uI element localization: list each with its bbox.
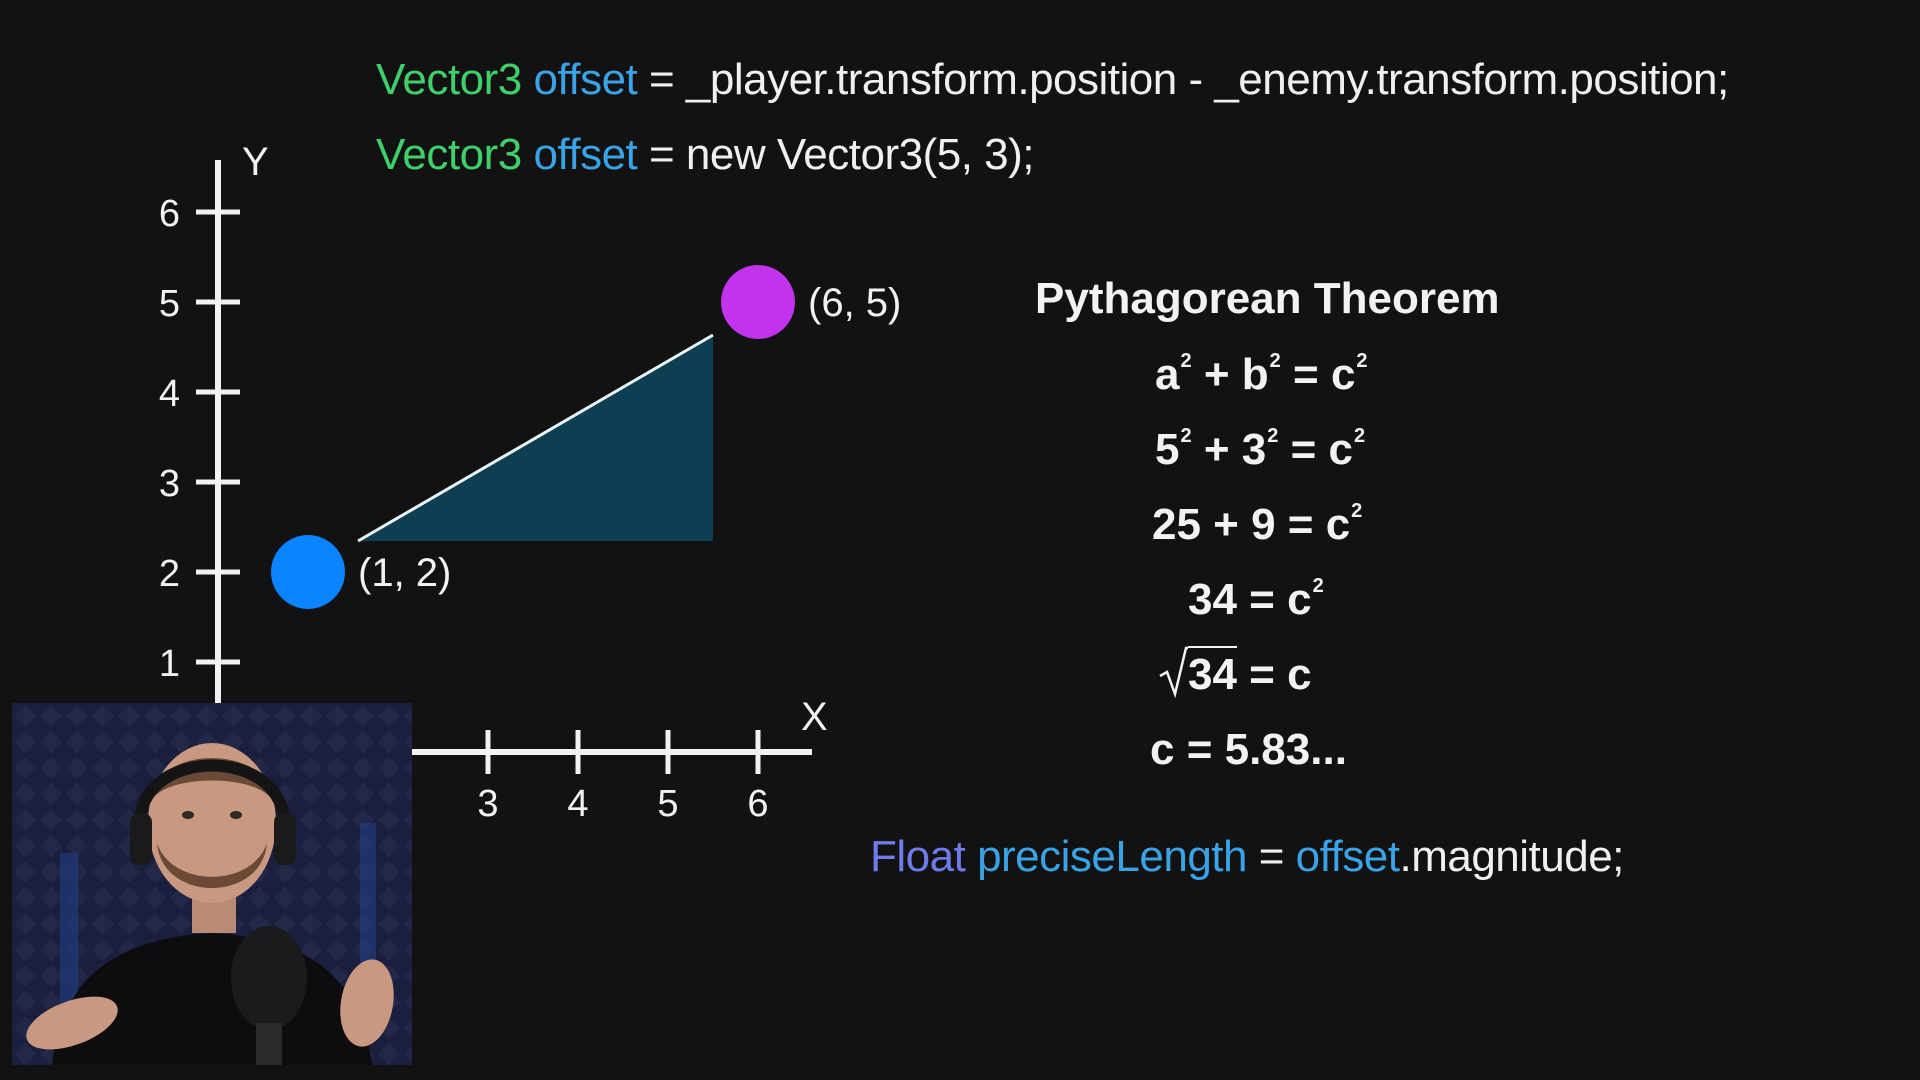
- code-variable: preciseLength: [977, 832, 1247, 881]
- point-start-marker: [271, 535, 345, 609]
- y-tick-label: 2: [158, 553, 180, 595]
- code-type: Float: [870, 832, 966, 881]
- code-rest: .magnitude;: [1399, 832, 1624, 881]
- x-ticks: [477, 730, 768, 825]
- point-start-label: (1, 2): [358, 551, 452, 595]
- y-tick-label: 3: [158, 463, 180, 505]
- equation-34: $34 = c^2$: [1188, 575, 1324, 624]
- square-root-icon: [1158, 642, 1188, 698]
- equation-25-9: $25 + 9 = c^2$: [1152, 500, 1363, 549]
- equation-result: c = 5.83...: [1150, 725, 1347, 774]
- x-tick-label: 4: [567, 783, 589, 825]
- square-root: 34: [1158, 650, 1237, 700]
- equation-53: $5^2 + 3^2 = c^2$: [1155, 425, 1366, 474]
- code-variable: offset: [533, 130, 638, 179]
- x-tick-label: 5: [657, 783, 679, 825]
- code-object: offset: [1295, 832, 1400, 881]
- point-end-marker: [721, 265, 795, 339]
- y-tick-label: 6: [158, 193, 180, 235]
- x-tick-label: 3: [477, 783, 499, 825]
- code-equals: =: [1246, 832, 1296, 881]
- code-type: Vector3: [376, 130, 522, 179]
- x-tick-label: 6: [747, 783, 769, 825]
- code-rest: = new Vector3(5, 3);: [637, 130, 1034, 179]
- presenter-webcam: [12, 703, 412, 1065]
- y-axis-label: Y: [242, 140, 269, 184]
- y-ticks: [159, 193, 240, 685]
- point-end-label: (6, 5): [808, 281, 902, 325]
- y-tick-label: 1: [158, 643, 180, 685]
- code-type: Vector3: [376, 55, 522, 104]
- equation-abc: $a^2 + b^2 = c^2$: [1155, 350, 1368, 399]
- equation-sqrt-34: 34 = c: [1158, 650, 1312, 700]
- presenter-image: [12, 703, 412, 1065]
- theorem-title: Pythagorean Theorem: [1035, 274, 1500, 323]
- x-axis-label: X: [801, 695, 828, 739]
- y-tick-label: 4: [158, 373, 180, 415]
- code-variable: offset: [533, 55, 638, 104]
- y-tick-label: 5: [158, 283, 180, 325]
- code-rest: = _player.transform.position - _enemy.transform.position;: [637, 55, 1729, 104]
